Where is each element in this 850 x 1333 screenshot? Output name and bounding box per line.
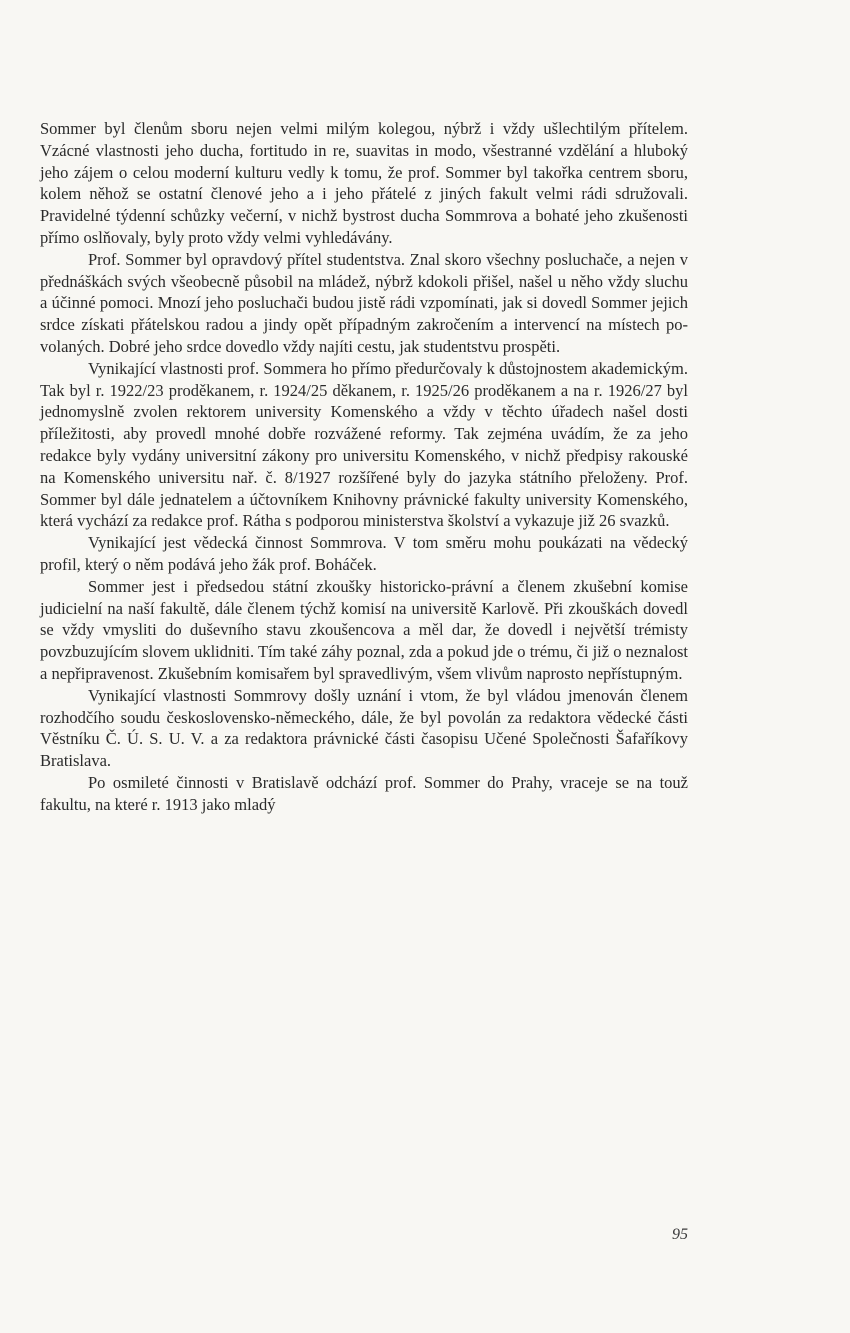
paragraph-6: Vynikající vlastnosti Sommrovy došly uznání i vtom, že byl vládou jmenován členem rozhodčího soudu československo-německého, dále, že byl povolán za redaktora vědecké části Věstníku Č. Ú. S. U. V. a za redaktora právnické části časopisu Učené Společnosti Šafaříkovy Bratislava. (40, 685, 688, 771)
paragraph-2: Prof. Sommer byl opravdový přítel studentstva. Znal skoro všechny posluchače, a nejen v přednáškách svých všeobecně působil na mládež, nýbrž kdokoli přišel, našel u něho vždy sluchu a účinné pomoci. Mnozí jeho posluchači budou jistě rádi vzpomínati, jak si dovedl Sommer jejich srdce získati přátelskou radou a jindy opět případným zakročením a intervencí na místech povolaných. Dobré jeho srdce dovedlo vždy najíti cestu, jak studentstvu prospěti. (40, 249, 688, 356)
document-body (40, 118, 688, 816)
paragraph-4: Vynikající jest vědecká činnost Sommrova. V tom směru mohu poukázati na vědecký profil, který o něm podává jeho žák prof. Boháček. (40, 533, 688, 574)
paragraph-7: Po osmileté činnosti v Bratislavě odchází prof. Sommer do Prahy, vraceje se na touž fakultu, na které r. 1913 jako mladý (40, 772, 688, 814)
paragraph-1: Sommer byl členům sboru nejen velmi milým kolegou, nýbrž i vždy ušlechtilým přítelem. Vzácné vlastnosti jeho ducha, fortitudo in re, suavitas in modo, všestranné vzdělání a hluboký jeho zájem o celou moderní kulturu vedly k tomu, že prof. Sommer byl takořka centrem sboru, kolem něhož se ostatní členové jeho a i jeho přátelé z jiných fakult velmi rádi sdružovali. Pravidelné týdenní schůzky večerní, v nichž bystrost ducha Sommrova a bohaté jeho zkušenosti přímo oslňovaly, byly proto vždy velmi vyhledávány. (40, 119, 688, 247)
page-number: 95 (672, 1226, 688, 1243)
paragraph-5: Sommer jest i předsedou státní zkoušky historicko-právní a členem zkušební komise judicielní na naší fakultě, dále členem týchž komisí na universitě Karlově. Při zkouškách dovedl se vždy vmysliti do duševního stavu zkoušencova a měl dar, že dovedl i největší trémisty povzbuzujícím slovem uklidniti. Tím také záhy poznal, zda a pokud jde o trému, či již o neznalost a nepřipravenost. Zkušebním komisařem byl spravedlivým, všem vlivům naprosto nepřístupným. (40, 576, 688, 683)
paragraph-3: Vynikající vlastnosti prof. Sommera ho přímo předurčovaly k důstojnostem akademickým. Tak byl r. 1922/23 proděkanem, r. 1924/25 děkanem, r. 1925/26 proděkanem a na r. 1926/27 byl jednomyslně zvolen rektorem university Komenského a vždy v těchto úřadech našel dosti příležitosti, aby provedl mnohé dobře rozvážené reformy. Tak zejména uvádím, že za jeho redakce byly vydány universitní zákony pro universitu Komenského, v nichž předpisy rakouské na Komenského universitu nař. č. 8/1927 rozšířené byly do jazyka státního přeloženy. Prof. Sommer byl dále jednatelem a účtovníkem Knihovny právnické fakulty university Komenského, která vychází za redakce prof. Rátha s podporou ministerstva školství a vykazuje již 26 svazků. (40, 358, 688, 531)
